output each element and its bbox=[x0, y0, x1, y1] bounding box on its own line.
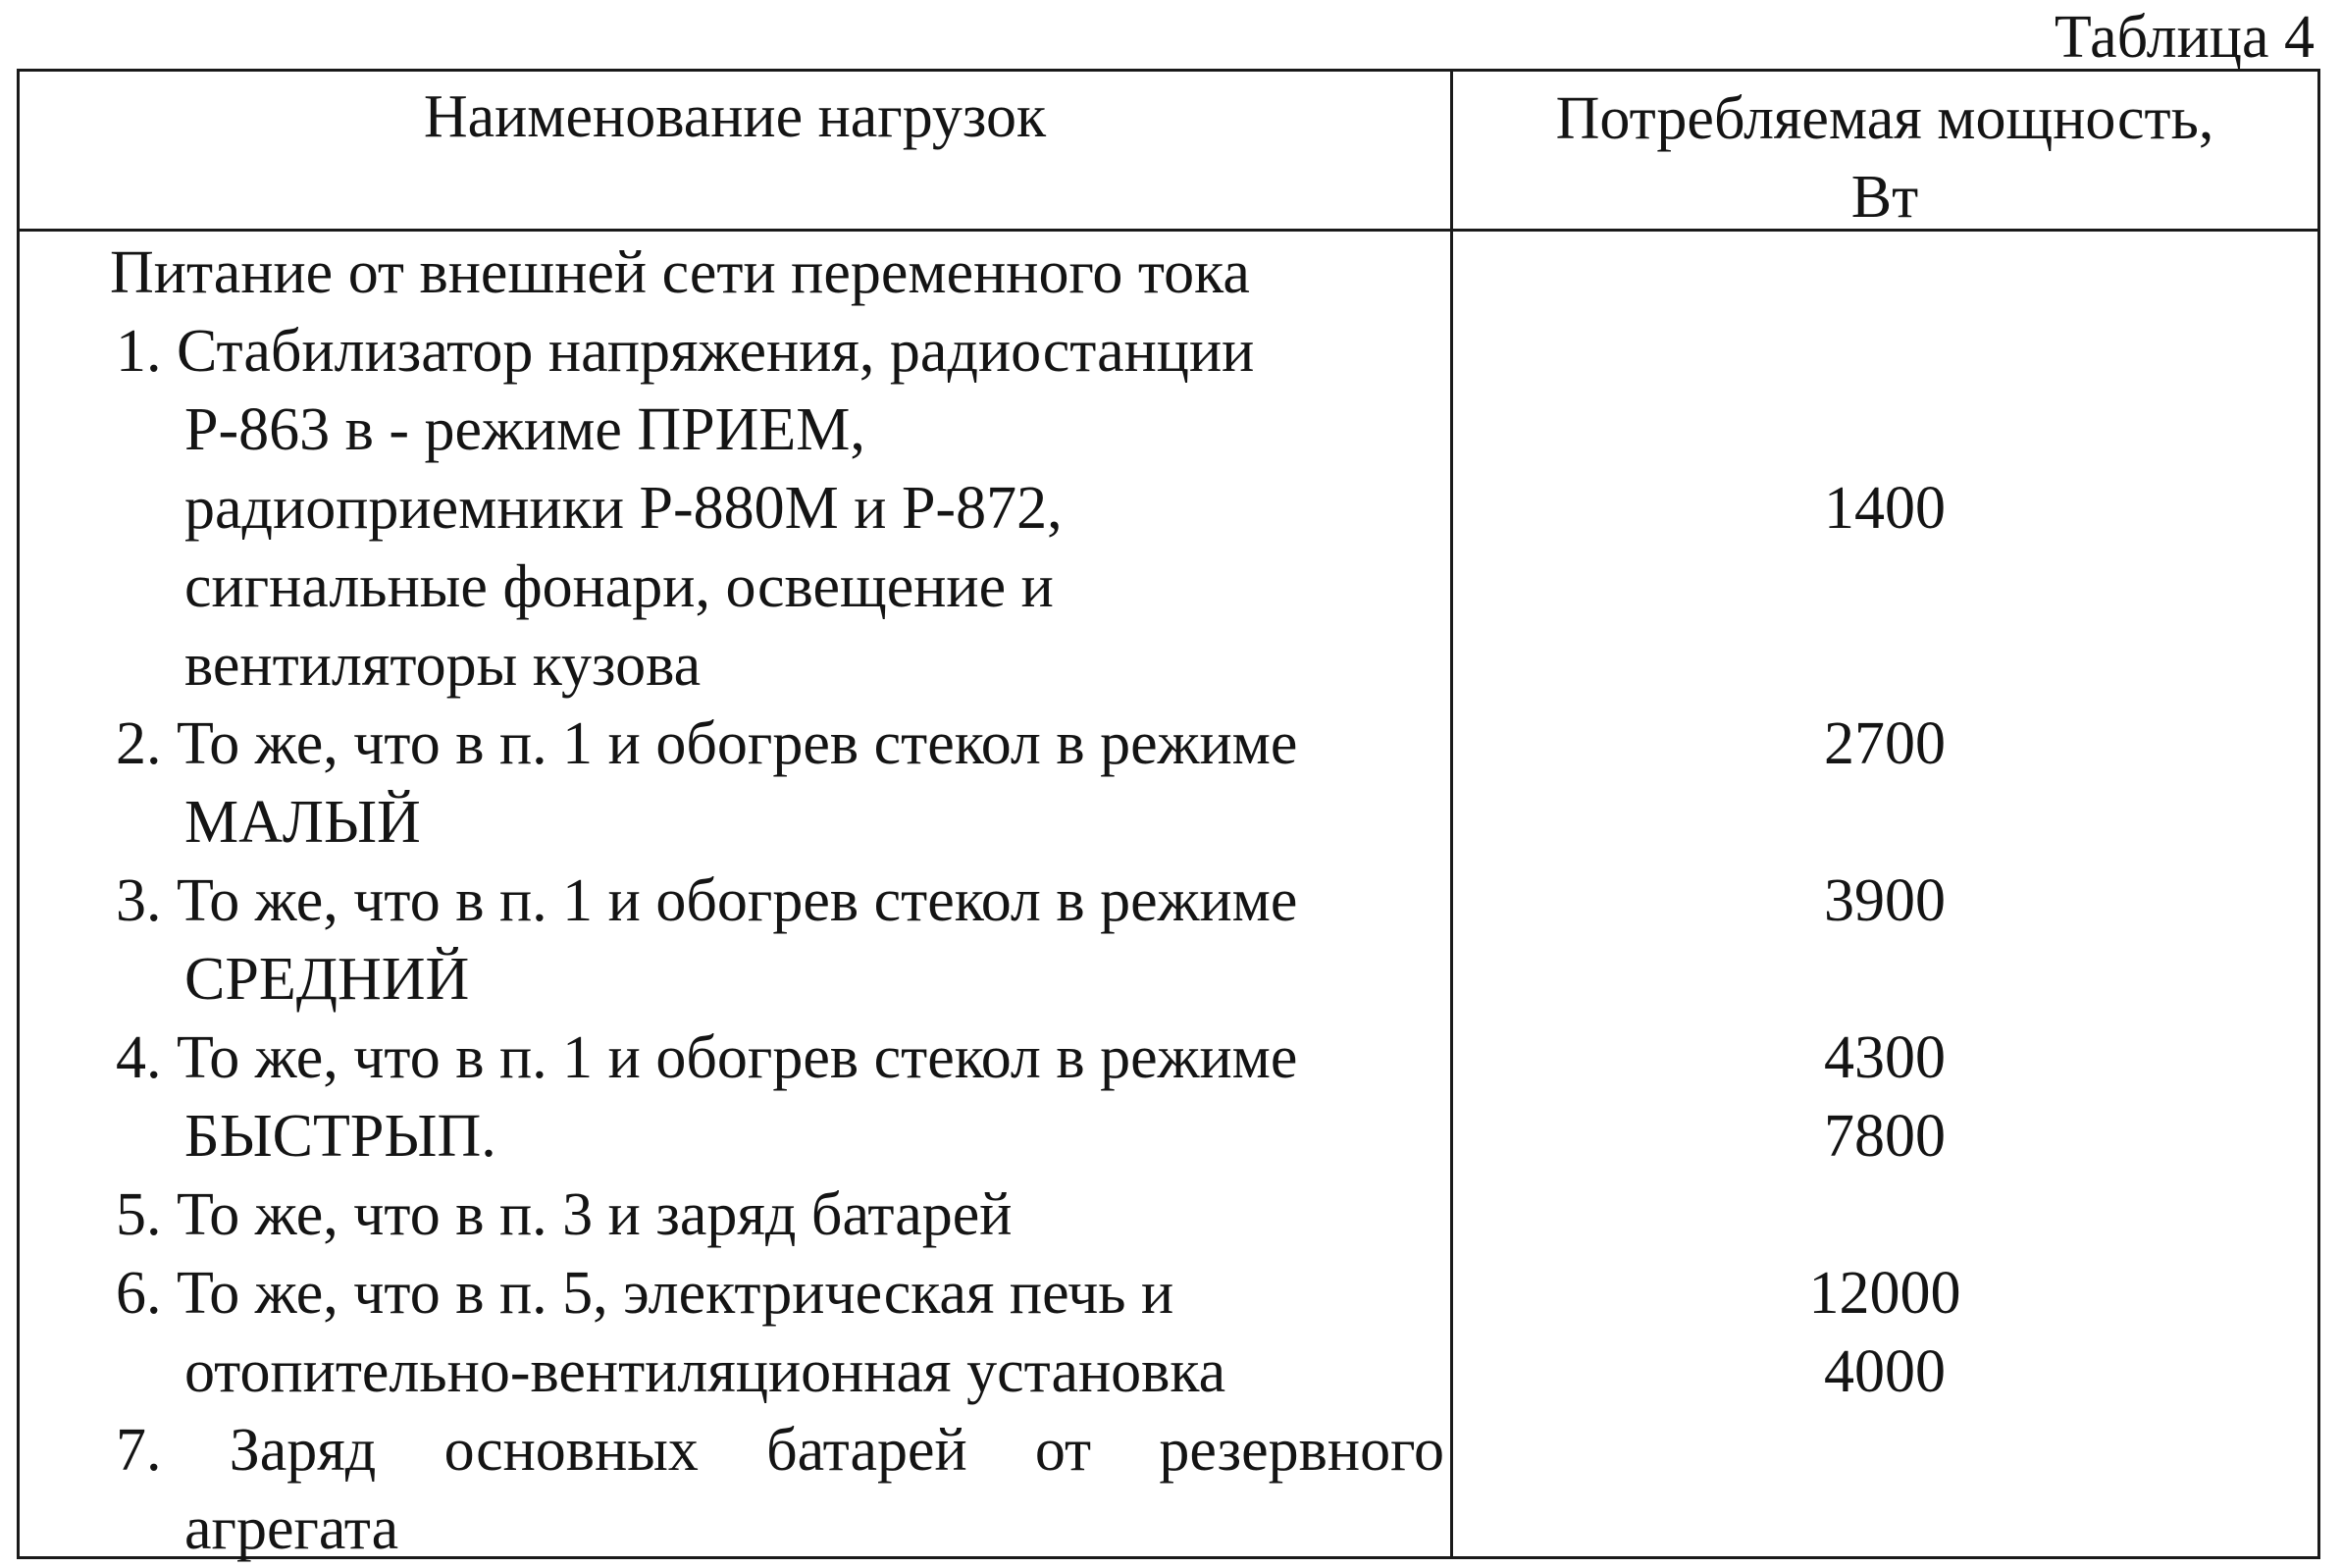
value-item-2: 2700 bbox=[1824, 710, 1946, 777]
value-item-3: 3900 bbox=[1824, 867, 1946, 934]
value-item-4a: 4300 bbox=[1824, 1024, 1946, 1091]
value-item-1: 1400 bbox=[1824, 475, 1946, 542]
item-6-line-1: 6. То же, что в п. 5, электрическая печь и bbox=[116, 1260, 1174, 1327]
item-4-line-2: БЫСТРЫП. bbox=[184, 1103, 496, 1170]
item-3-line-2: СРЕДНИЙ bbox=[184, 946, 470, 1013]
load-power-table bbox=[17, 69, 2320, 1562]
power-values-column bbox=[1453, 234, 2316, 1558]
value-item-6b: 4000 bbox=[1824, 1338, 1946, 1405]
item-1-line-1: 1. Стабилизатор напряжения, радиостанции bbox=[116, 318, 1255, 385]
item-3-line-1: 3. То же, что в п. 1 и обогрев стекол в режиме bbox=[116, 867, 1298, 934]
item-6-line-2: отопительно-вентиляционная установка bbox=[184, 1338, 1226, 1405]
item-7-line-1: 7. Заряд основных батарей от резервного bbox=[116, 1417, 1444, 1484]
item-1-line-3: радиоприемники Р-880М и Р-872, bbox=[184, 475, 1063, 542]
item-1-line-4: сигнальные фонари, освещение и bbox=[184, 553, 1054, 620]
header-load-name: Наименование нагрузок bbox=[423, 83, 1047, 150]
table-caption: Таблица 4 bbox=[2054, 4, 2315, 71]
section-title: Питание от внешней сети переменного тока bbox=[110, 239, 1250, 306]
item-2-line-2: МАЛЫЙ bbox=[184, 789, 421, 856]
item-5-line-1: 5. То же, что в п. 3 и заряд батарей bbox=[116, 1181, 1013, 1248]
header-power bbox=[1453, 79, 2316, 236]
value-item-6a: 12000 bbox=[1808, 1260, 1961, 1327]
item-1-line-2: Р-863 в - режиме ПРИЕМ, bbox=[184, 396, 865, 463]
header-power-line1: Потребляемая мощность, bbox=[1555, 85, 2214, 152]
item-4-line-1: 4. То же, что в п. 1 и обогрев стекол в режиме bbox=[116, 1024, 1298, 1091]
header-power-unit: Вт bbox=[1850, 164, 1919, 231]
item-2-line-1: 2. То же, что в п. 1 и обогрев стекол в режиме bbox=[116, 710, 1298, 777]
item-7-line-2: агрегата bbox=[184, 1495, 399, 1562]
item-1-line-5: вентиляторы кузова bbox=[184, 632, 702, 699]
load-names-column bbox=[20, 234, 1450, 1562]
value-item-4b: 7800 bbox=[1824, 1103, 1946, 1170]
